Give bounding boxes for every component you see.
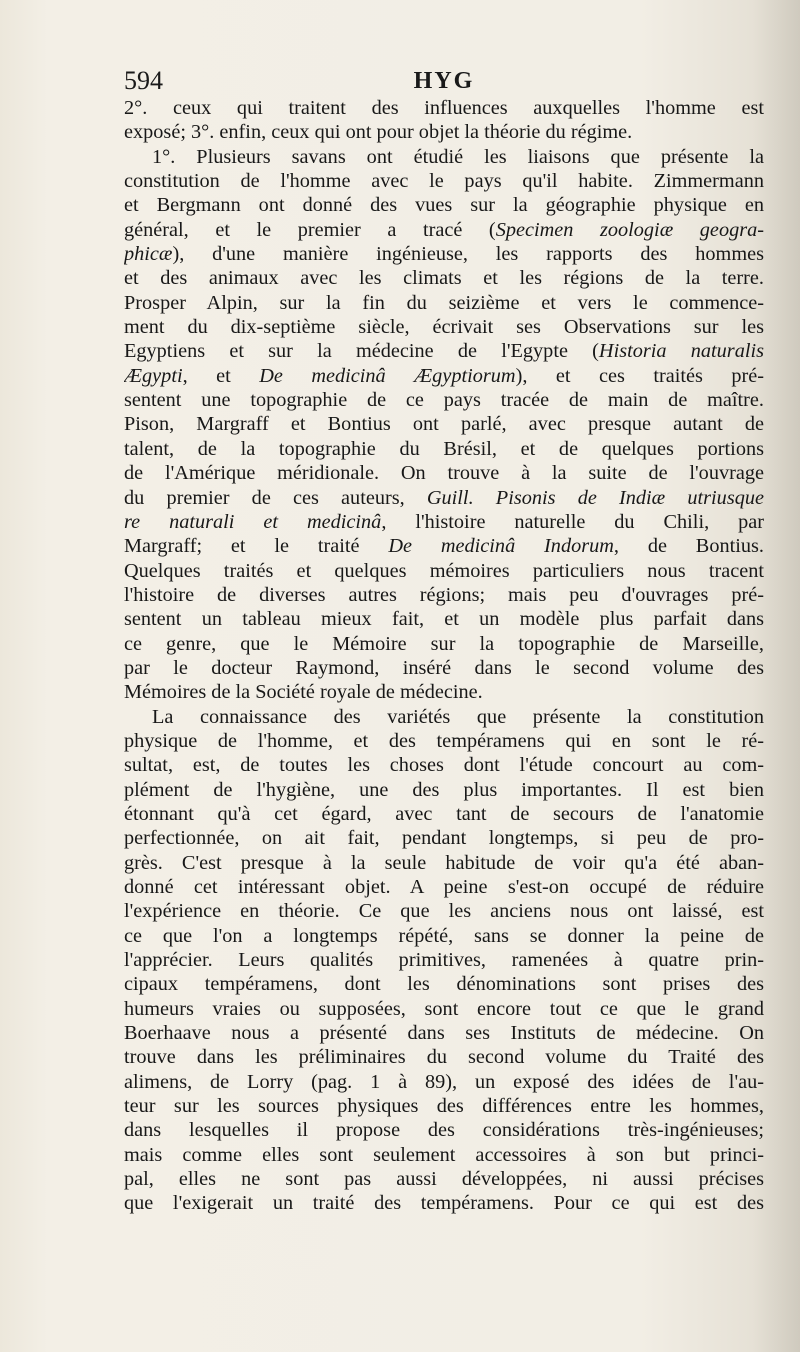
text-line bbox=[124, 1143, 764, 1167]
text-line bbox=[124, 948, 764, 972]
text-segment: l'histoire de diverses autres régions; mais peu d'ouvrages pré- bbox=[124, 583, 764, 606]
text-segment: humeurs vraies ou supposées, sont encore tout ce que le grand bbox=[124, 997, 764, 1020]
text-line bbox=[124, 559, 764, 583]
text-segment: trouve dans les préliminaires du second volume du Traité des bbox=[124, 1046, 764, 1069]
text-segment: général, et le premier a tracé ( bbox=[124, 218, 496, 241]
italic-text-segment: Ægypti bbox=[124, 364, 183, 387]
text-segment: et des animaux avec les climats et les régions de la terre. bbox=[124, 267, 764, 290]
text-line bbox=[124, 753, 764, 777]
text-line bbox=[124, 291, 764, 315]
text-line bbox=[124, 729, 764, 753]
text-segment: Egyptiens et sur la médecine de l'Egypte ( bbox=[124, 340, 599, 363]
text-segment: Margraff; et le traité bbox=[124, 535, 389, 558]
text-line bbox=[124, 656, 764, 680]
text-line bbox=[124, 583, 764, 607]
text-segment: talent, de la topographie du Brésil, et de quelques portions bbox=[124, 437, 764, 460]
text-line bbox=[124, 1118, 764, 1142]
text-line bbox=[124, 851, 764, 875]
page-number: 594 bbox=[124, 66, 163, 95]
italic-text-segment: phicæ bbox=[124, 243, 173, 266]
text-segment: constitution de l'homme avec le pays qu'il habite. Zimmermann bbox=[124, 170, 764, 193]
text-segment: que l'exigerait un traité des tempéramens. Pour ce qui est des bbox=[124, 1192, 764, 1215]
body-text bbox=[124, 96, 764, 1216]
text-line bbox=[124, 875, 764, 899]
text-line bbox=[124, 120, 764, 144]
text-line bbox=[124, 169, 764, 193]
text-line bbox=[124, 145, 764, 169]
text-line bbox=[124, 266, 764, 290]
text-line bbox=[124, 364, 764, 388]
text-line bbox=[124, 632, 764, 656]
italic-text-segment: Historia naturalis bbox=[598, 340, 764, 363]
text-segment: étonnant qu'à cet égard, avec tant de secours de l'anatomie bbox=[124, 802, 764, 825]
text-segment: 2°. ceux qui traitent des influences auxquelles l'homme est bbox=[124, 97, 764, 119]
text-segment: et Bergmann ont donné des vues sur la géographie physique en bbox=[124, 194, 764, 217]
text-line bbox=[124, 339, 764, 363]
text-segment: cipaux tempéramens, dont les dénominations sont prises des bbox=[124, 973, 764, 996]
text-segment: , et bbox=[182, 364, 260, 387]
text-segment: ce genre, que le Mémoire sur la topographie de Marseille, bbox=[124, 632, 764, 655]
text-line bbox=[124, 218, 764, 242]
text-line bbox=[124, 705, 764, 729]
text-line bbox=[124, 96, 764, 120]
text-line bbox=[124, 412, 764, 436]
italic-text-segment: De medicinâ Indorum bbox=[388, 535, 614, 558]
text-segment: l'apprécier. Leurs qualités primitives, ramenées à quatre prin- bbox=[124, 949, 764, 972]
text-segment: grès. C'est presque à la seule habitude de voir qu'a été aban- bbox=[124, 851, 764, 874]
text-segment: ce que l'on a longtemps répété, sans se donner la peine de bbox=[124, 924, 764, 947]
text-line bbox=[124, 486, 764, 510]
text-line bbox=[124, 1094, 764, 1118]
running-head: HYG bbox=[413, 68, 475, 94]
text-segment: par le docteur Raymond, inséré dans le second volume des bbox=[124, 656, 764, 679]
italic-text-segment: De medicinâ Ægyptiorum bbox=[259, 364, 516, 387]
italic-text-segment: Specimen zoologiæ geogra- bbox=[495, 218, 764, 241]
text-line bbox=[124, 899, 764, 923]
text-line bbox=[124, 1021, 764, 1045]
text-segment: Quelques traités et quelques mémoires particuliers nous tracent bbox=[124, 559, 764, 582]
text-segment: dans lesquelles il propose des considérations très-ingénieuses; bbox=[124, 1119, 764, 1142]
text-segment: pal, elles ne sont pas aussi développées, ni aussi précises bbox=[124, 1168, 764, 1191]
text-segment: teur sur les sources physiques des différences entre les hommes, bbox=[124, 1095, 764, 1118]
text-segment: Pison, Margraff et Bontius ont parlé, avec presque autant de bbox=[124, 413, 764, 436]
text-line bbox=[124, 972, 764, 996]
text-segment: 1°. Plusieurs savans ont étudié les liaisons que présente la bbox=[152, 145, 764, 168]
text-line bbox=[124, 1045, 764, 1069]
text-segment: exposé; 3°. enfin, ceux qui ont pour objet la théorie du régime. bbox=[124, 121, 633, 144]
text-line bbox=[124, 242, 764, 266]
text-segment: mais comme elles sont seulement accessoires à son but princi- bbox=[124, 1143, 764, 1166]
text-line bbox=[124, 1167, 764, 1191]
text-segment: physique de l'homme, et des tempéramens qui en sont le ré- bbox=[124, 729, 764, 752]
text-segment: sentent un tableau mieux fait, et un modèle plus parfait dans bbox=[124, 608, 764, 631]
text-line bbox=[124, 510, 764, 534]
text-segment: Boerhaave nous a présenté dans ses Instituts de médecine. On bbox=[124, 1022, 764, 1045]
text-segment: Mémoires de la Société royale de médecine. bbox=[124, 681, 483, 704]
text-line bbox=[124, 607, 764, 631]
text-line bbox=[124, 437, 764, 461]
text-segment: plément de l'hygiène, une des plus importantes. Il est bien bbox=[124, 778, 764, 801]
text-segment: ), d'une manière ingénieuse, les rapports des hommes bbox=[172, 243, 764, 266]
text-segment: ment du dix-septième siècle, écrivait ses Observations sur les bbox=[124, 316, 764, 339]
text-segment: , de Bontius. bbox=[613, 535, 764, 558]
text-segment: de l'Amérique méridionale. On trouve à la suite de l'ouvrage bbox=[124, 462, 764, 485]
text-line bbox=[124, 826, 764, 850]
text-line bbox=[124, 315, 764, 339]
text-line bbox=[124, 778, 764, 802]
text-segment: La connaissance des variétés que présente la constitution bbox=[152, 705, 764, 728]
text-line bbox=[124, 924, 764, 948]
text-line bbox=[124, 534, 764, 558]
text-segment: perfectionnée, on ait fait, pendant longtemps, si peu de pro- bbox=[124, 827, 764, 850]
text-segment: alimens, de Lorry (pag. 1 à 89), un exposé des idées de l'au- bbox=[124, 1070, 764, 1093]
text-line bbox=[124, 680, 764, 704]
text-segment: l'expérience en théorie. Ce que les anciens nous ont laissé, est bbox=[124, 900, 764, 923]
italic-text-segment: re naturali et medicinâ bbox=[124, 510, 382, 533]
text-segment: donné cet intéressant objet. A peine s'est-on occupé de réduire bbox=[124, 876, 764, 898]
text-segment: , l'histoire naturelle du Chili, par bbox=[381, 510, 764, 533]
text-segment: Prosper Alpin, sur la fin du seizième et vers le commence- bbox=[124, 291, 764, 314]
text-segment: du premier de ces auteurs, bbox=[124, 486, 427, 509]
text-segment: sultat, est, de toutes les choses dont l'étude concourt au com- bbox=[124, 754, 764, 777]
text-line bbox=[124, 1191, 764, 1215]
italic-text-segment: Guill. Pisonis de Indiæ utriusque bbox=[426, 486, 764, 509]
text-line bbox=[124, 1070, 764, 1094]
page-header bbox=[124, 64, 764, 98]
text-line bbox=[124, 997, 764, 1021]
text-line bbox=[124, 802, 764, 826]
text-line bbox=[124, 388, 764, 412]
text-segment: ), et ces traités pré- bbox=[515, 364, 764, 387]
text-segment: sentent une topographie de ce pays tracée de main de maître. bbox=[124, 389, 764, 412]
text-line bbox=[124, 461, 764, 485]
text-line bbox=[124, 193, 764, 217]
